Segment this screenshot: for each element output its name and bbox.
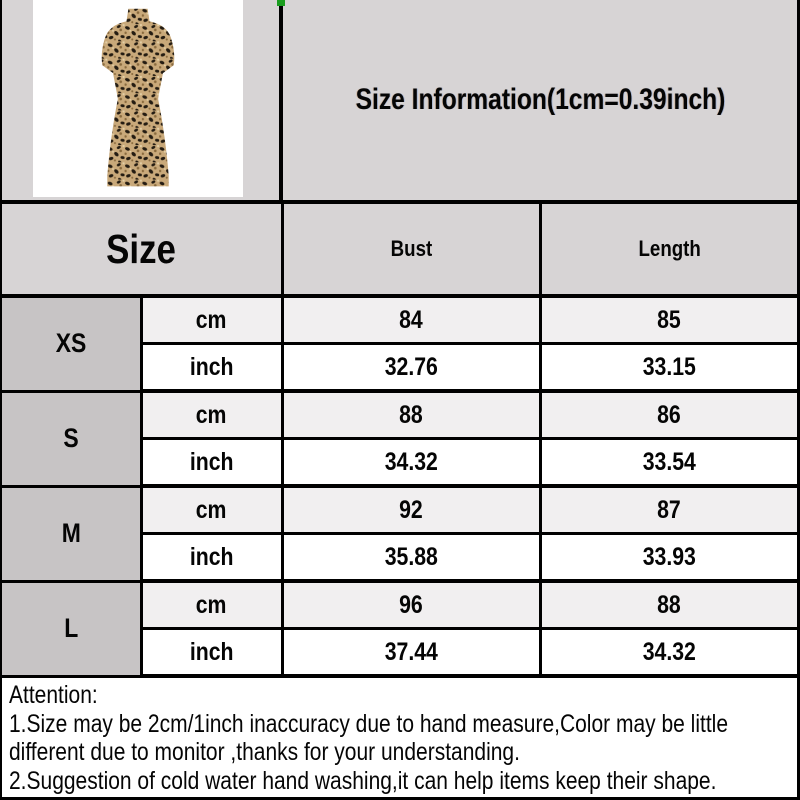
unit-cm: cm xyxy=(141,296,282,344)
xs-bust-inch: 32.76 xyxy=(282,344,540,392)
attention-note: different due to monitor ,thanks for your understanding. xyxy=(9,738,520,766)
leopard-dress-illustration xyxy=(90,6,186,192)
table-row xyxy=(2,581,797,629)
top-banner xyxy=(2,0,797,204)
unit-cm: cm xyxy=(141,486,282,534)
unit-inch: inch xyxy=(141,344,282,392)
unit-inch: inch xyxy=(141,534,282,582)
table-row xyxy=(2,391,797,439)
table-row xyxy=(2,486,797,534)
s-bust-inch: 34.32 xyxy=(282,439,540,487)
xs-length-inch: 33.15 xyxy=(540,344,797,392)
m-length-cm: 87 xyxy=(540,486,797,534)
page-title: Size Information(1cm=0.39inch) xyxy=(355,83,725,116)
size-label-m: M xyxy=(2,486,141,581)
m-bust-cm: 92 xyxy=(282,486,540,534)
l-length-cm: 88 xyxy=(540,581,797,629)
l-bust-cm: 96 xyxy=(282,581,540,629)
col-header-size: Size xyxy=(2,204,282,296)
s-bust-cm: 88 xyxy=(282,391,540,439)
m-length-inch: 33.93 xyxy=(540,534,797,582)
xs-length-cm: 85 xyxy=(540,296,797,344)
unit-cm: cm xyxy=(141,391,282,439)
green-corner-mark xyxy=(277,0,285,6)
col-header-bust: Bust xyxy=(282,204,540,296)
size-label-xs: XS xyxy=(2,296,141,391)
attention-note: 2.Suggestion of cold water hand washing,it can help items keep their shape. xyxy=(9,766,717,795)
title-cell xyxy=(283,0,797,200)
table-header-row xyxy=(2,204,797,296)
unit-inch: inch xyxy=(141,629,282,677)
unit-cm: cm xyxy=(141,581,282,629)
attention-note: 1.Size may be 2cm/1inch inaccuracy due to hand measure,Color may be little xyxy=(9,709,729,738)
s-length-cm: 86 xyxy=(540,391,797,439)
m-bust-inch: 35.88 xyxy=(282,534,540,582)
size-table xyxy=(2,204,797,678)
s-length-inch: 33.54 xyxy=(540,439,797,487)
l-length-inch: 34.32 xyxy=(540,629,797,677)
xs-bust-cm: 84 xyxy=(282,296,540,344)
table-row xyxy=(2,296,797,344)
size-label-s: S xyxy=(2,391,141,486)
l-bust-inch: 37.44 xyxy=(282,629,540,677)
attention-notes xyxy=(2,678,797,797)
unit-inch: inch xyxy=(141,439,282,487)
attention-title: Attention: xyxy=(9,681,98,709)
size-label-l: L xyxy=(2,581,141,676)
product-photo-cell xyxy=(2,0,283,200)
col-header-length: Length xyxy=(540,204,797,296)
product-image xyxy=(33,0,243,197)
